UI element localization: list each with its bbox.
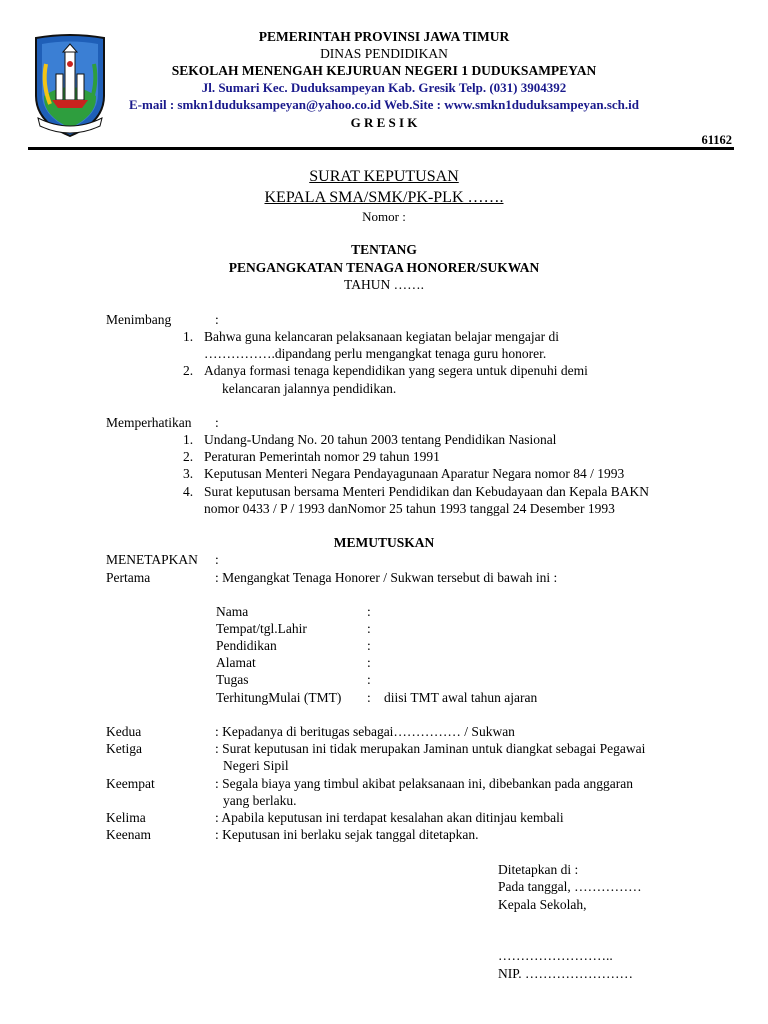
memperhatikan-colon: : (215, 415, 219, 430)
keenam-text: : Keputusan ini berlaku sejak tanggal ditetapkan. (215, 827, 479, 842)
doc-title-line2: KEPALA SMA/SMK/PK-PLK ……. (264, 189, 504, 206)
header-email-website: E-mail : smkn1duduksampeyan@yahoo.co.id Web.Site : www.smkn1duduksampeyan.sch.id (129, 97, 639, 112)
tentang-label: TENTANG (351, 242, 417, 257)
memperhatikan-item-num: 2. (183, 449, 194, 464)
field-colon: : (367, 621, 371, 636)
menimbang-label: Menimbang (106, 312, 172, 327)
memperhatikan-label: Memperhatikan (106, 415, 192, 430)
field-label-alamat: Alamat (216, 655, 256, 670)
menimbang-item-text-cont: …………….dipandang perlu mengangkat tenaga guru honorer. (204, 346, 547, 361)
doc-year: TAHUN ……. (344, 277, 424, 292)
menimbang-item-text: Adanya formasi tenaga kependidikan yang segera untuk dipenuhi demi (204, 363, 588, 378)
memperhatikan-item-num: 3. (183, 466, 194, 481)
memutuskan-heading: MEMUTUSKAN (333, 535, 435, 550)
memperhatikan-item-text: Surat keputusan bersama Menteri Pendidikan dan Kebudayaan dan Kepala BAKN (204, 484, 649, 499)
menimbang-item-text: Bahwa guna kelancaran pelaksanaan kegiatan belajar mengajar di (204, 329, 559, 344)
header-divider (28, 147, 734, 150)
memperhatikan-item-text: Keputusan Menteri Negara Pendayagunaan Aparatur Negara nomor 84 / 1993 (204, 466, 625, 481)
keempat-text-cont: yang berlaku. (223, 793, 297, 808)
pertama-text: : Mengangkat Tenaga Honorer / Sukwan tersebut di bawah ini : (215, 570, 558, 585)
doc-number: Nomor : (362, 209, 406, 224)
sign-role: Kepala Sekolah, (498, 897, 587, 912)
kedua-text: : Kepadanya di beritugas sebagai…………… / Sukwan (215, 724, 515, 739)
memperhatikan-item-text-cont: nomor 0433 / P / 1993 danNomor 25 tahun 1993 tanggal 24 Desember 1993 (204, 501, 615, 516)
kedua-label: Kedua (106, 724, 142, 739)
header-government: PEMERINTAH PROVINSI JAWA TIMUR (258, 29, 510, 44)
field-label-pendidikan: Pendidikan (216, 638, 277, 653)
keenam-label: Keenam (106, 827, 151, 842)
field-colon: : (367, 638, 371, 653)
header-school-name: SEKOLAH MENENGAH KEJURUAN NEGERI 1 DUDUKSAMPEYAN (171, 63, 597, 78)
ketiga-text-cont: Negeri Sipil (223, 758, 289, 773)
field-colon: : (367, 655, 371, 670)
memperhatikan-item-num: 4. (183, 484, 194, 499)
header-address: Jl. Sumari Kec. Duduksampeyan Kab. Gresik Telp. (031) 3904392 (201, 80, 567, 95)
keempat-label: Keempat (106, 776, 155, 791)
field-label-ttl: Tempat/tgl.Lahir (216, 621, 307, 636)
header-department: DINAS PENDIDIKAN (320, 46, 448, 61)
field-colon: : (367, 604, 371, 619)
menimbang-item-text-cont: kelancaran jalannya pendidikan. (222, 381, 397, 396)
sign-date: Pada tanggal, …………… (498, 879, 642, 894)
header-city: G R E S I K (350, 115, 418, 130)
sign-name-line: …………………….. (498, 948, 613, 963)
keempat-text: : Segala biaya yang timbul akibat pelaksanaan ini, dibebankan pada anggaran (215, 776, 633, 791)
memperhatikan-item-num: 1. (183, 432, 194, 447)
sign-place: Ditetapkan di : (498, 862, 579, 877)
pertama-label: Pertama (106, 570, 151, 585)
menetapkan-colon: : (215, 552, 219, 567)
kelima-text: : Apabila keputusan ini terdapat kesalahan akan ditinjau kembali (215, 810, 564, 825)
field-label-tmt: TerhitungMulai (TMT) (216, 690, 342, 705)
header-postal-code: 61162 (701, 133, 732, 147)
menetapkan-label: MENETAPKAN (106, 552, 198, 567)
memperhatikan-item-text: Peraturan Pemerintah nomor 29 tahun 1991 (204, 449, 440, 464)
memperhatikan-item-text: Undang-Undang No. 20 tahun 2003 tentang Pendidikan Nasional (204, 432, 557, 447)
ketiga-label: Ketiga (106, 741, 142, 756)
menimbang-item-num: 1. (183, 329, 194, 344)
field-colon: : (367, 672, 371, 687)
field-value-tmt: diisi TMT awal tahun ajaran (384, 690, 538, 705)
kelima-label: Kelima (106, 810, 146, 825)
doc-title: SURAT KEPUTUSAN (309, 168, 459, 185)
field-label-nama: Nama (216, 604, 249, 619)
field-label-tugas: Tugas (216, 672, 249, 687)
ketiga-text: : Surat keputusan ini tidak merupakan Jaminan untuk diangkat sebagai Pegawai (215, 741, 646, 756)
menimbang-colon: : (215, 312, 219, 327)
sign-nip: NIP. …………………… (498, 966, 634, 981)
doc-subject: PENGANGKATAN TENAGA HONORER/SUKWAN (228, 260, 540, 275)
menimbang-item-num: 2. (183, 363, 194, 378)
field-colon: : (367, 690, 371, 705)
